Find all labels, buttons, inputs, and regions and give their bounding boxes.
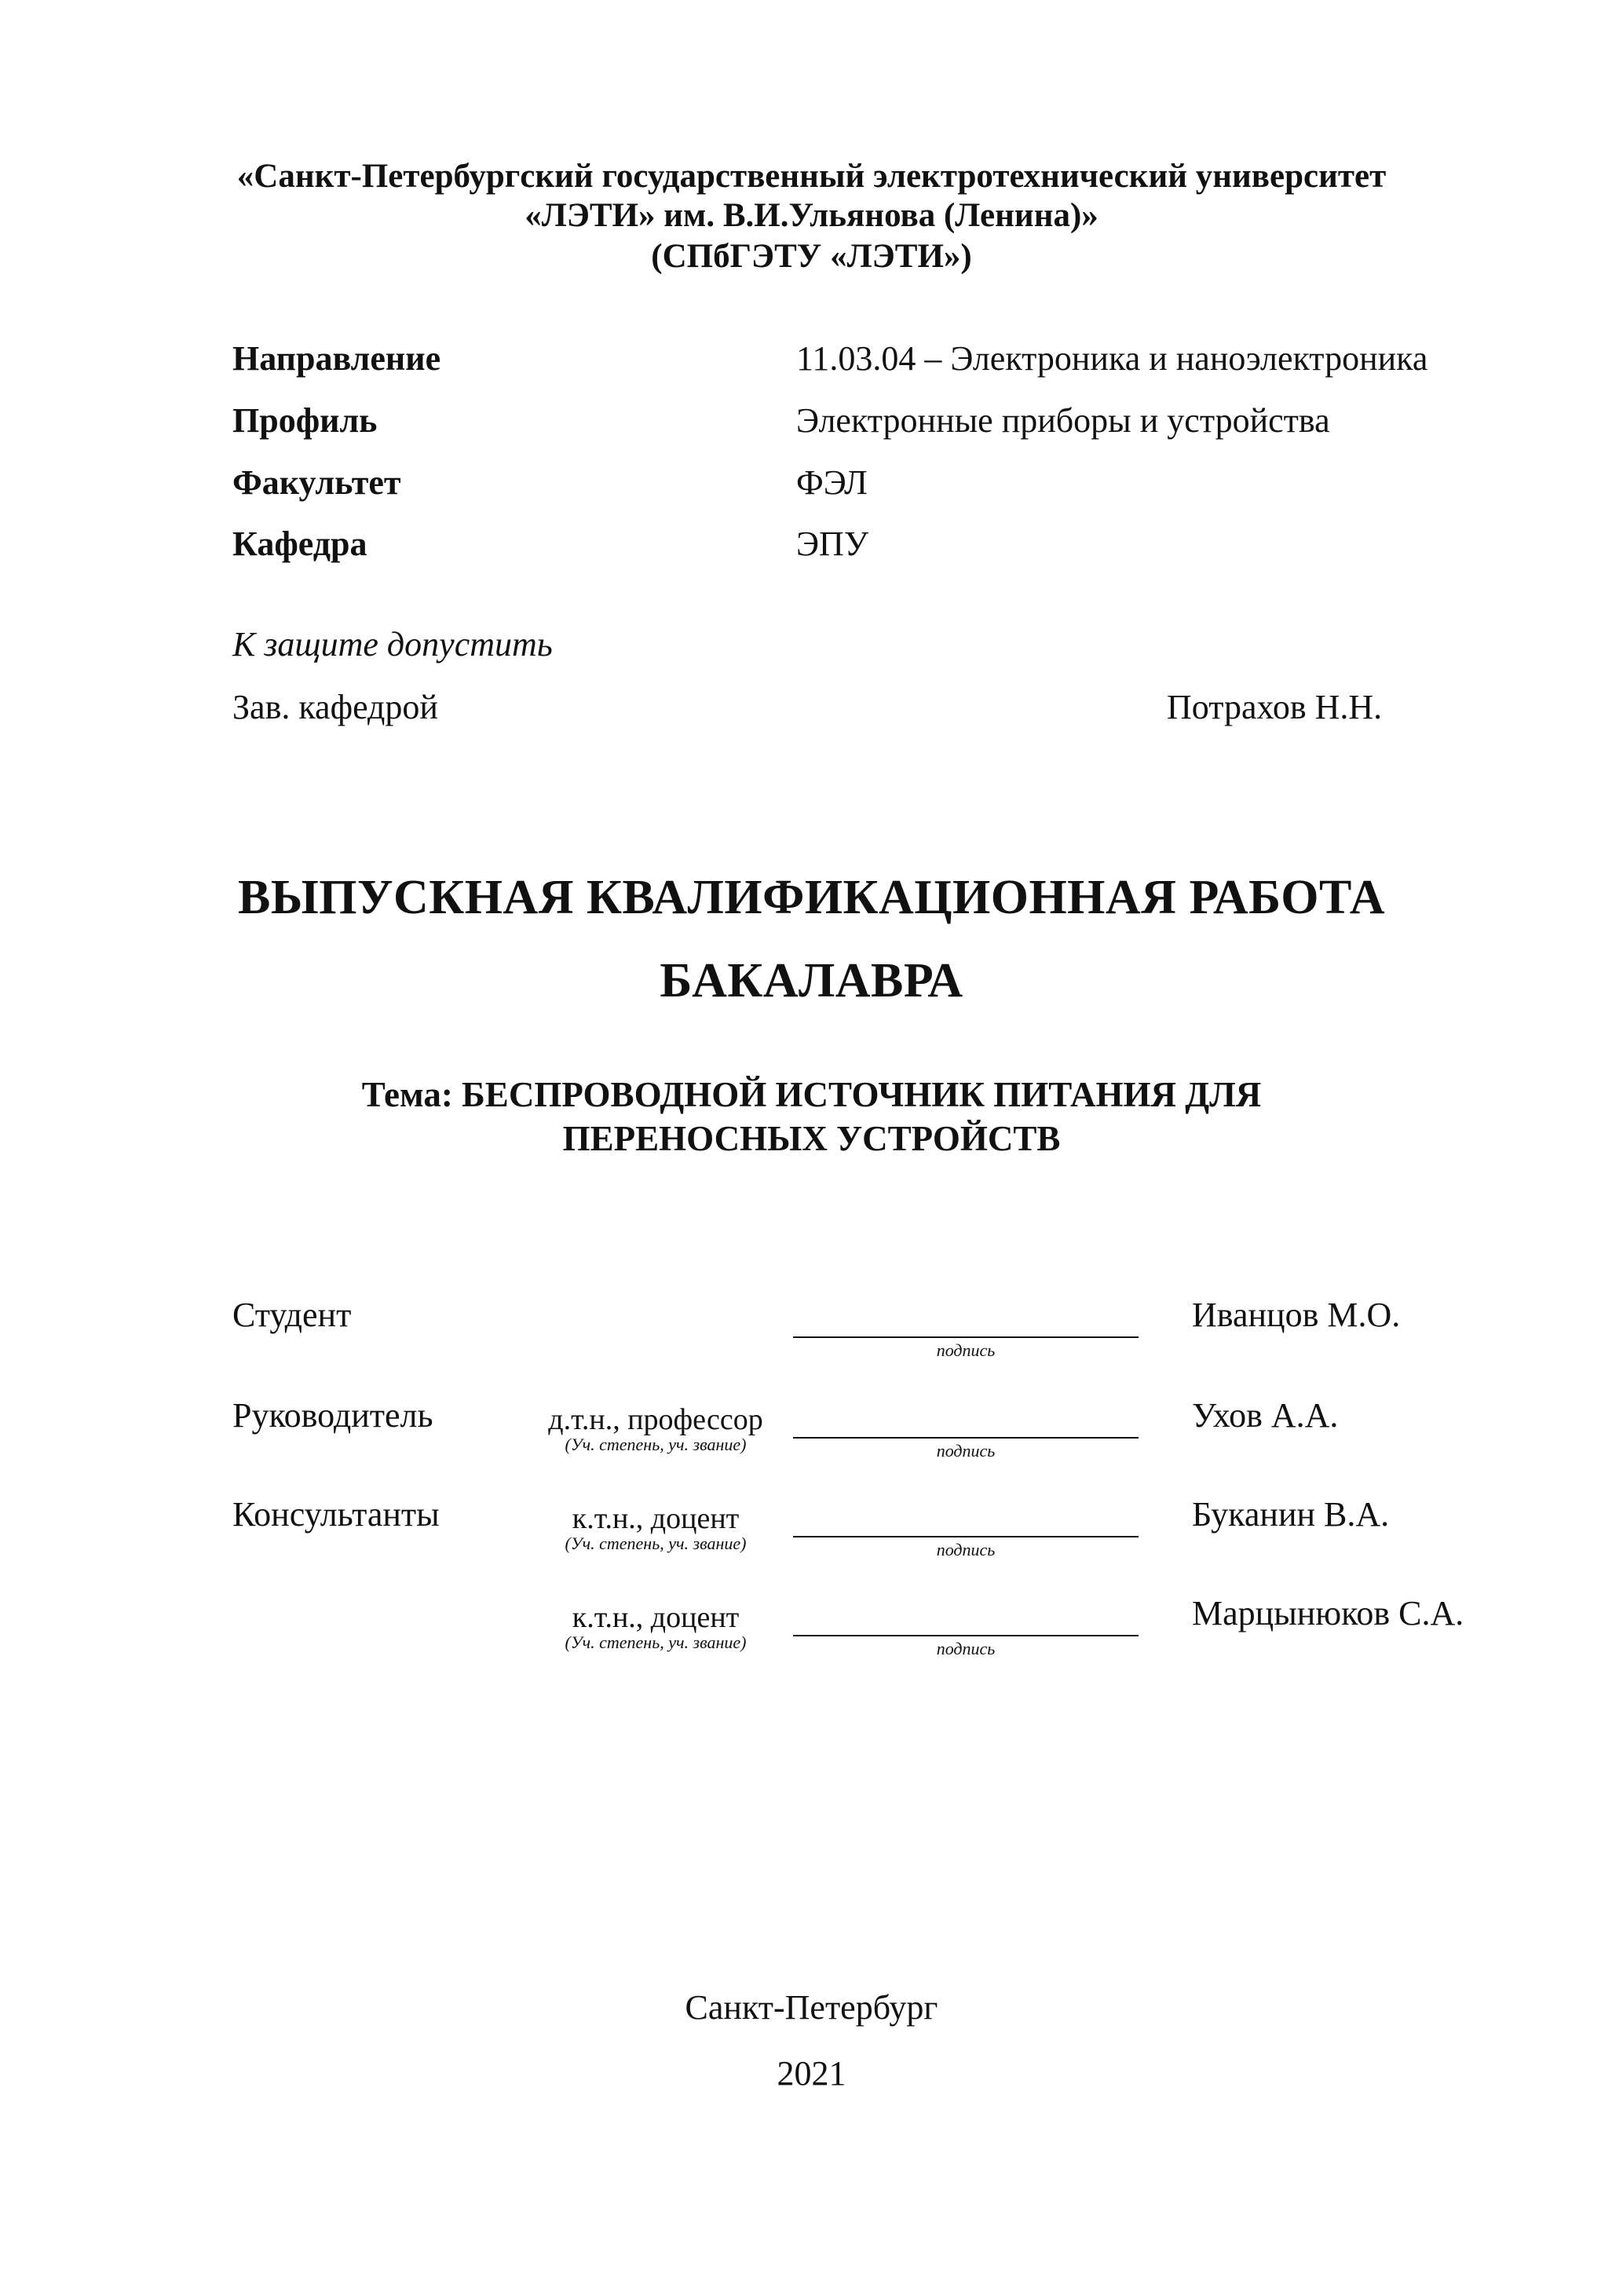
signature-role-consultants: Консультанты [232,1495,440,1534]
signature-name-consultant-2: Марцынюков С.А. [1192,1594,1464,1632]
signature-degree: д.т.н., профессор [548,1403,763,1436]
signature-hint: подпись [936,1639,996,1658]
signature-degree-hint: (Уч. степень, уч. звание) [565,1435,747,1454]
signature-line [793,1635,1139,1636]
admit-to-defense-text: К защите допустить [232,625,553,664]
signature-hint: подпись [936,1540,996,1559]
footer-city: Санкт-Петербург [685,1988,938,2027]
head-of-department-name: Потрахов Н.Н. [1167,688,1383,726]
signature-name-student: Иванцов М.О. [1192,1296,1401,1334]
signature-line [793,1336,1139,1338]
info-value-department: ЭПУ [796,525,868,563]
info-label-direction: Направление [232,339,441,378]
info-value-faculty: ФЭЛ [796,463,868,502]
signature-line [793,1437,1139,1439]
signature-degree: к.т.н., доцент [572,1502,740,1535]
info-label-profile: Профиль [232,401,378,440]
university-name-line-1: «Санкт-Петербургский государственный электротехнический университет [236,158,1387,195]
university-abbreviation: (СПбГЭТУ «ЛЭТИ») [651,238,972,275]
footer-year: 2021 [777,2054,846,2093]
head-of-department-title: Зав. кафедрой [232,688,438,726]
info-label-faculty: Факультет [232,463,401,502]
topic-line-1: Тема: БЕСПРОВОДНОЙ ИСТОЧНИК ПИТАНИЯ ДЛЯ [361,1075,1262,1114]
signature-role-student: Студент [232,1296,352,1334]
document-title-line-2: БАКАЛАВРА [660,954,963,1007]
signature-line [793,1536,1139,1537]
info-value-profile: Электронные приборы и устройства [796,401,1330,440]
signature-degree-hint: (Уч. степень, уч. звание) [565,1534,747,1553]
signature-degree-hint: (Уч. степень, уч. звание) [565,1632,747,1652]
info-label-department: Кафедра [232,525,367,563]
signature-role-supervisor: Руководитель [232,1396,433,1435]
signature-degree: к.т.н., доцент [572,1601,740,1634]
info-value-direction: 11.03.04 – Электроника и наноэлектроника [796,339,1428,378]
document-title-line-1: ВЫПУСКНАЯ КВАЛИФИКАЦИОННАЯ РАБОТА [238,871,1385,924]
university-name-line-2: «ЛЭТИ» им. В.И.Ульянова (Ленина)» [525,197,1098,234]
topic-line-2: ПЕРЕНОСНЫХ УСТРОЙСТВ [562,1119,1061,1158]
signature-hint: подпись [936,1441,996,1461]
signature-name-supervisor: Ухов А.А. [1192,1396,1339,1435]
signature-name-consultant-1: Буканин В.А. [1192,1495,1390,1534]
signature-hint: подпись [936,1340,996,1360]
